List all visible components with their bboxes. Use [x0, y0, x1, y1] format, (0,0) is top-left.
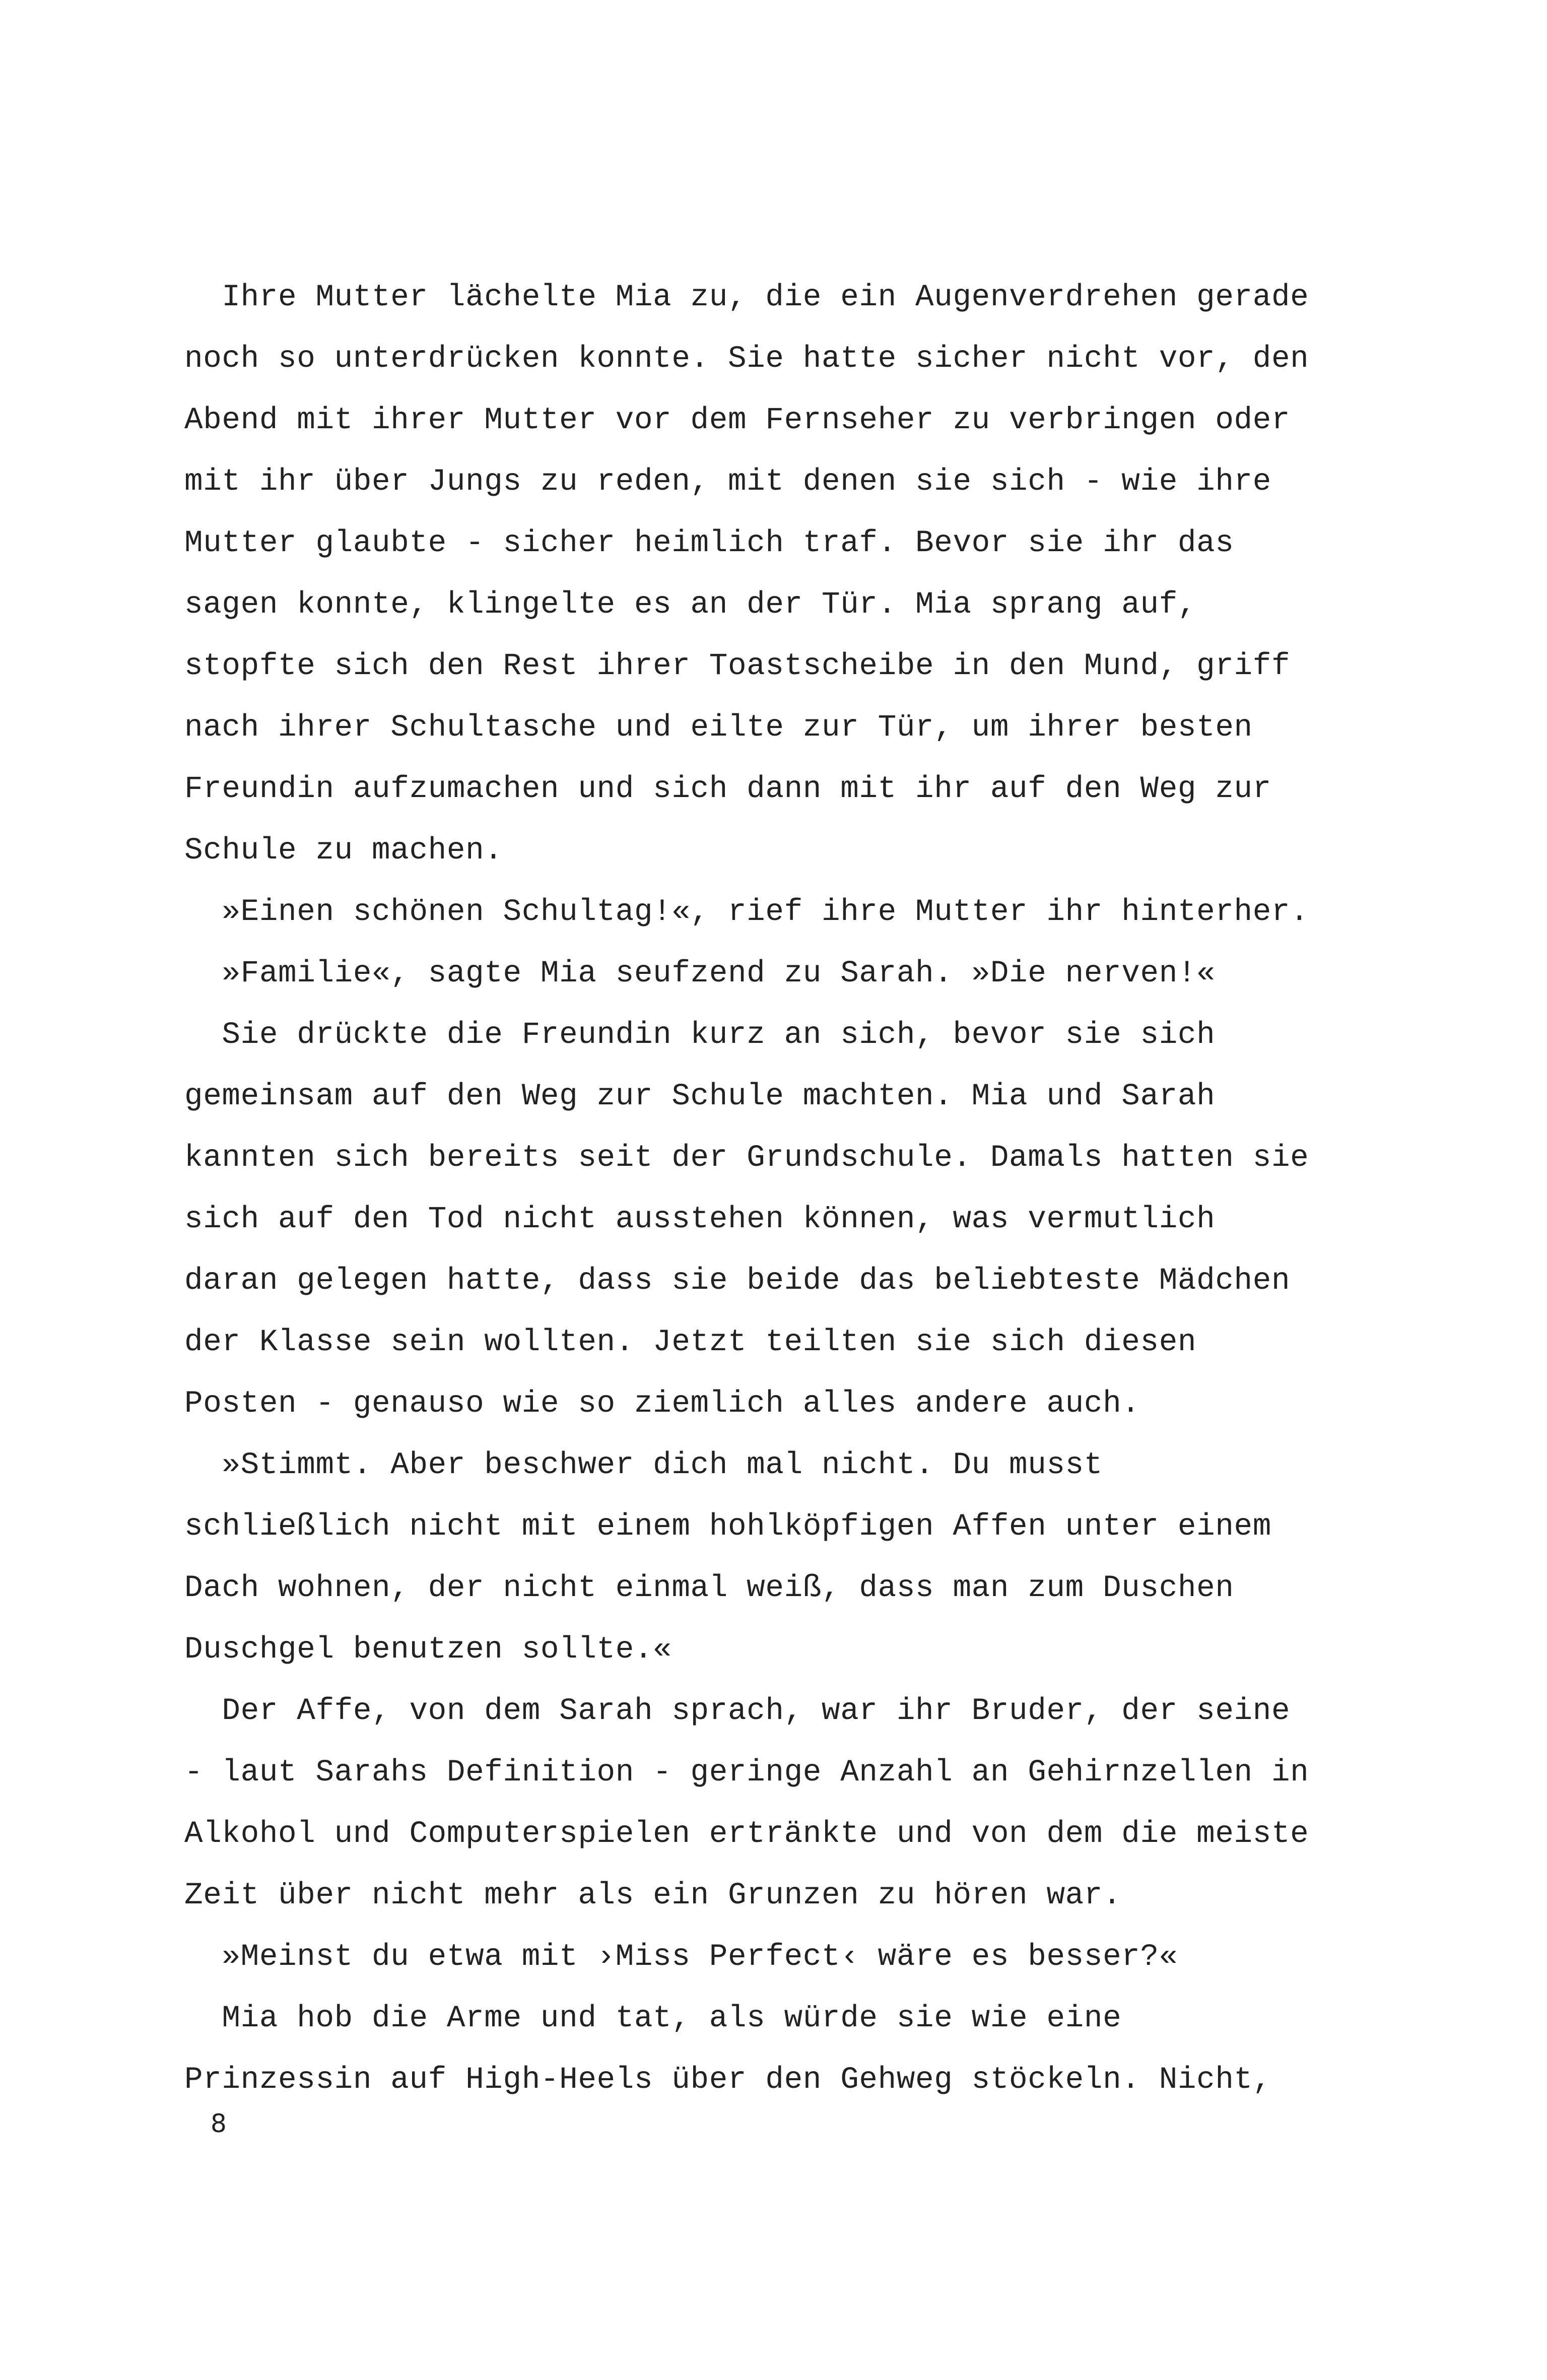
text-line: Posten - genauso wie so ziemlich alles andere auch.	[184, 1386, 1140, 1421]
text-line: Mutter glaubte - sicher heimlich traf. Bevor sie ihr das	[184, 526, 1234, 561]
text-line: Alkohol und Computerspielen ertränkte und von dem die meiste	[184, 1817, 1309, 1852]
text-line: Zeit über nicht mehr als ein Grunzen zu hören war.	[184, 1878, 1122, 1913]
text-line: daran gelegen hatte, dass sie beide das beliebteste Mädchen	[184, 1264, 1291, 1298]
text-line: »Meinst du etwa mit ›Miss Perfect‹ wäre es besser?«	[184, 1940, 1178, 1974]
text-line: gemeinsam auf den Weg zur Schule machten. Mia und Sarah	[184, 1079, 1216, 1114]
text-line: »Stimmt. Aber beschwer dich mal nicht. Du musst	[184, 1448, 1103, 1483]
text-line: stopfte sich den Rest ihrer Toastscheibe in den Mund, griff	[184, 649, 1291, 684]
text-line: Der Affe, von dem Sarah sprach, war ihr Bruder, der seine	[184, 1694, 1291, 1729]
text-line: Ihre Mutter lächelte Mia zu, die ein Augenverdrehen gerade	[184, 280, 1309, 315]
text-line: - laut Sarahs Definition - geringe Anzahl an Gehirnzellen in	[184, 1755, 1309, 1790]
text-line: Dach wohnen, der nicht einmal weiß, dass man zum Duschen	[184, 1571, 1234, 1606]
text-line: Schule zu machen.	[184, 833, 503, 868]
text-line: der Klasse sein wollten. Jetzt teilten sie sich diesen	[184, 1325, 1197, 1360]
text-line: Abend mit ihrer Mutter vor dem Fernseher zu verbringen oder	[184, 403, 1291, 438]
page-number: 8	[211, 2109, 227, 2138]
text-line: »Familie«, sagte Mia seufzend zu Sarah. »Die nerven!«	[184, 956, 1216, 991]
text-line: kannten sich bereits seit der Grundschule. Damals hatten sie	[184, 1141, 1309, 1175]
text-line: Mia hob die Arme und tat, als würde sie wie eine	[184, 2001, 1122, 2036]
text-line: Freundin aufzumachen und sich dann mit ihr auf den Weg zur	[184, 772, 1271, 807]
text-line: Sie drückte die Freundin kurz an sich, bevor sie sich	[184, 1018, 1216, 1052]
text-line: schließlich nicht mit einem hohlköpfigen Affen unter einem	[184, 1509, 1271, 1544]
text-line: Prinzessin auf High-Heels über den Gehweg stöckeln. Nicht,	[184, 2063, 1271, 2097]
text-line: sich auf den Tod nicht ausstehen können, was vermutlich	[184, 1202, 1216, 1237]
text-line: Duschgel benutzen sollte.«	[184, 1632, 672, 1667]
text-line: noch so unterdrücken konnte. Sie hatte sicher nicht vor, den	[184, 342, 1309, 376]
text-line: nach ihrer Schultasche und eilte zur Tür, um ihrer besten	[184, 710, 1253, 745]
text-line: mit ihr über Jungs zu reden, mit denen sie sich - wie ihre	[184, 465, 1271, 499]
text-line: sagen konnte, klingelte es an der Tür. Mia sprang auf,	[184, 587, 1197, 622]
text-line: »Einen schönen Schultag!«, rief ihre Mutter ihr hinterher.	[184, 895, 1309, 930]
